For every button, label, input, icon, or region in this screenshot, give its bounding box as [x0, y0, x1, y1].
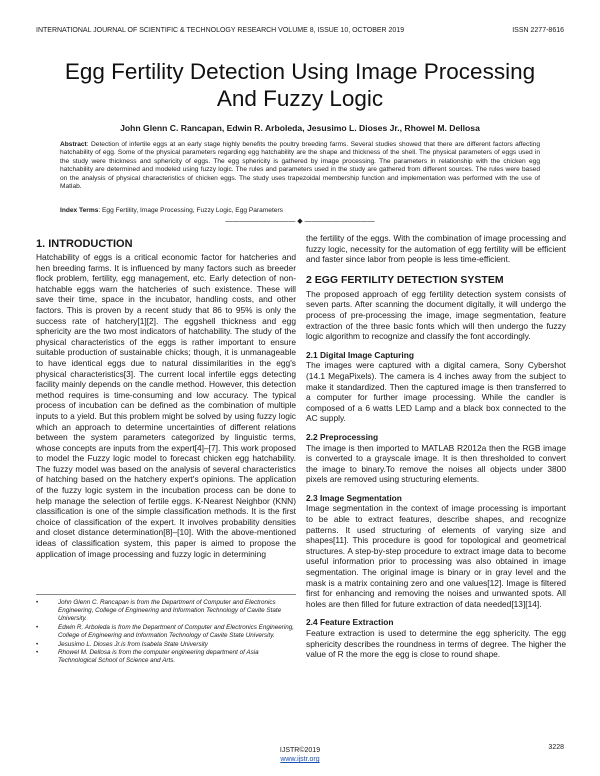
section-divider: —————————— ◆ ——————————: [225, 218, 375, 225]
page-number: 3228: [548, 744, 564, 751]
introduction-heading: 1. INTRODUCTION: [36, 238, 133, 250]
bullet-icon: •: [36, 649, 39, 657]
footnote-text: John Glenn C. Rancapan is from the Department of Computer and Electronics Engineering, College of Engineering and Information Technology of Cavite State University.: [58, 599, 282, 622]
footnote-item: [36, 599, 296, 623]
section-2-1-body: The images were captured with a digital camera, Sony Cybershot (14.1 MegaPixels). The camera is 4 inches away from the subject to make it standardized. Then the captured image is then transferred to a computer for further image processing. While the candler is composed of a 6 watts LED Lamp and a black box connected to the AC supply.: [306, 360, 566, 424]
footnote-text: Jesusimo L. Dioses Jr.is from Isabela State University: [58, 640, 208, 648]
title-line-1: Egg Fertility Detection Using Image Processing: [64, 59, 536, 84]
index-terms-text: : Egg Fertility, Image Processing, Fuzzy Logic, Egg Parameters: [98, 207, 283, 214]
index-terms: [60, 207, 540, 214]
bullet-icon: •: [36, 599, 39, 606]
section-2-4-heading: 2.4 Feature Extraction: [306, 617, 394, 628]
left-column: [36, 238, 296, 559]
section-2-1-heading: 2.1 Digital Image Capturing: [306, 349, 414, 360]
introduction-continuation: the fertility of the eggs. With the combination of image processing and fuzzy logic, necessity for the automation of egg fertility will be efficient and faster since labor from people is less time-efficient.: [306, 233, 566, 265]
right-column: [306, 233, 566, 660]
authors: John Glenn C. Rancapan, Edwin R. Arboleda, Jesusimo L. Dioses Jr., Rhowel M. Dellosa: [120, 123, 480, 133]
footnote-text: Rhowel M. Dellosa is from the computer engineering department of Asia Technological School of Science and Arts.: [58, 649, 259, 665]
abstract: [60, 141, 540, 191]
page-footer: [0, 746, 600, 764]
footnote-item: [36, 624, 296, 640]
index-terms-label: Index Terms: [60, 207, 99, 214]
title-line-2: And Fuzzy Logic: [216, 86, 384, 111]
bullet-icon: •: [36, 623, 39, 631]
journal-header: [36, 27, 564, 39]
journal-website-link[interactable]: www.ijstr.org: [280, 756, 320, 763]
section-2-2-heading: 2.2 Preprocessing: [306, 431, 379, 442]
issn: ISSN 2277-8616: [512, 27, 564, 34]
paper-title: [0, 58, 600, 112]
footnote-text: Edwin R. Arboleda is from the Department of Computer and Electronics Engineering, College of Engineering and Information Technology of Cavite State University.: [58, 623, 295, 639]
section-2-2-body: The image is then imported to MATLAB R2012a then the RGB image is converted to a grayscale image. It is then thresholded to convert the image to binary.To remove the noises all objects under 3800 pixels are removed using structuring elements.: [306, 442, 566, 485]
bullet-icon: •: [36, 640, 39, 648]
section-2-heading: 2 EGG FERTILITY DETECTION SYSTEM: [306, 273, 504, 286]
abstract-text: : Detection of infertile eggs at an early stage highly benefits the poultry breeding farms. Several studies showed that there are different factors affecting hatchability of egg. Some of the physical parameters regarding egg hatchability are the shape and thickness of the shell. The physical parameters of eggs used in the study were thickness and sphericity of eggs. The egg sphericity is gathered by image processing. The parameters in relationship with the chicken egg hatchability are determined and modeled using fuzzy logic. The rules and parameters used in the study are gathered from different sources. The rules were based on the analysis of physical characteristics of chicken eggs. The study uses trapezoidal membership function and implementation was performed with the use of Matlab.: [60, 141, 540, 191]
section-2-3-heading: 2.3 Image Segmentation: [306, 492, 402, 503]
journal-name: INTERNATIONAL JOURNAL OF SCIENTIFIC & TECHNOLOGY RESEARCH VOLUME 8, ISSUE 10, OCTOBER 2019: [36, 27, 405, 34]
footer-code: IJSTR©2019: [279, 747, 321, 754]
author-footnotes: [36, 594, 296, 666]
footnote-item: [36, 641, 296, 649]
abstract-label: Abstract: [60, 141, 87, 148]
footnote-item: [36, 649, 296, 665]
section-2-4-body: Feature extraction is used to determine the egg sphericity. The egg sphericity describes the roundness in terms of degree. The higher the value of R the more the egg is close to round shape.: [306, 628, 566, 660]
section-2-3-body: Image segmentation in the context of image processing is important to be able to extract features, describe shapes, and recognize patterns. It used structuring of elements of varying size and shapes[11]. This procedure is good for topological and geometrical structures. A step-by-step procedure to extract image data to become useful information prior to processing was also obtained in image segmentation. The original image is binary or in gray level and the mask is a matrix containing zero and one values[12]. Image is filtered first for enhancing and removing the noises and unwanted spots. All holes are then filled for future extraction of data needed[13][14].: [306, 503, 566, 609]
section-2-body: The proposed approach of egg fertility detection system consists of seven parts. After scanning the document digitally, it will undergo the process of pre-processing the image, image segmentation, feature extraction of the three basic fonts which will then undergo the fuzzy logic algorithm to recognize and classify the font accordingly.: [306, 288, 566, 342]
introduction-body: Hatchability of eggs is a critical economic factor for hatcheries and hen breeding farms. It is influenced by many factors such as breeder flock problem, fertility, egg management, etc. Early detection of non-hatchable eggs warn the hatcheries of such existence. These will save their time, space in the incubator, handling costs, and other factors. This is proven by a recent study that 86 to 95% is only the success rate of hatchery[1][2]. The eggshell thickness and egg sphericity are the two most indicators of hatchability. The study of the physical characteristics of the eggs is rather important to ensure suitable production of sustainable chicks; though, it is unmanageable to have identical eggs due to natural dissimilarities in the egg's physical characteristics[3]. The current local infertile eggs detecting facility mainly depends on the candle method. However, this detection method requires is time-consuming and low accuracy. The typical process of incubation can be defined as the combination of multiple inputs to a yield. But this problem might be solved by using fuzzy logic which an approach to determine uncertainties of different relations between the system parameters categorized by linguistic terms, whose concepts are inputs from the expert[4]–[7]. This work proposed to model the Fuzzy logic model to forecast chicken egg hatchability. The fuzzy model was based on the analysis of several characteristics of hatching based on the hatchery expert's opinions. The application of the fuzzy logic system in the incubation process can be done to help manage the selection of fertile eggs. K-Nearest Neighbor (KNN) classification is one of the simple classification methods. It is the first choice of classification of the expert. It involves probability densities and closet distance determination[8]–[10]. With the above-mentioned ideas of classification system, this paper is aimed to propose the application of image processing and fuzzy logic in determining: [36, 252, 296, 559]
